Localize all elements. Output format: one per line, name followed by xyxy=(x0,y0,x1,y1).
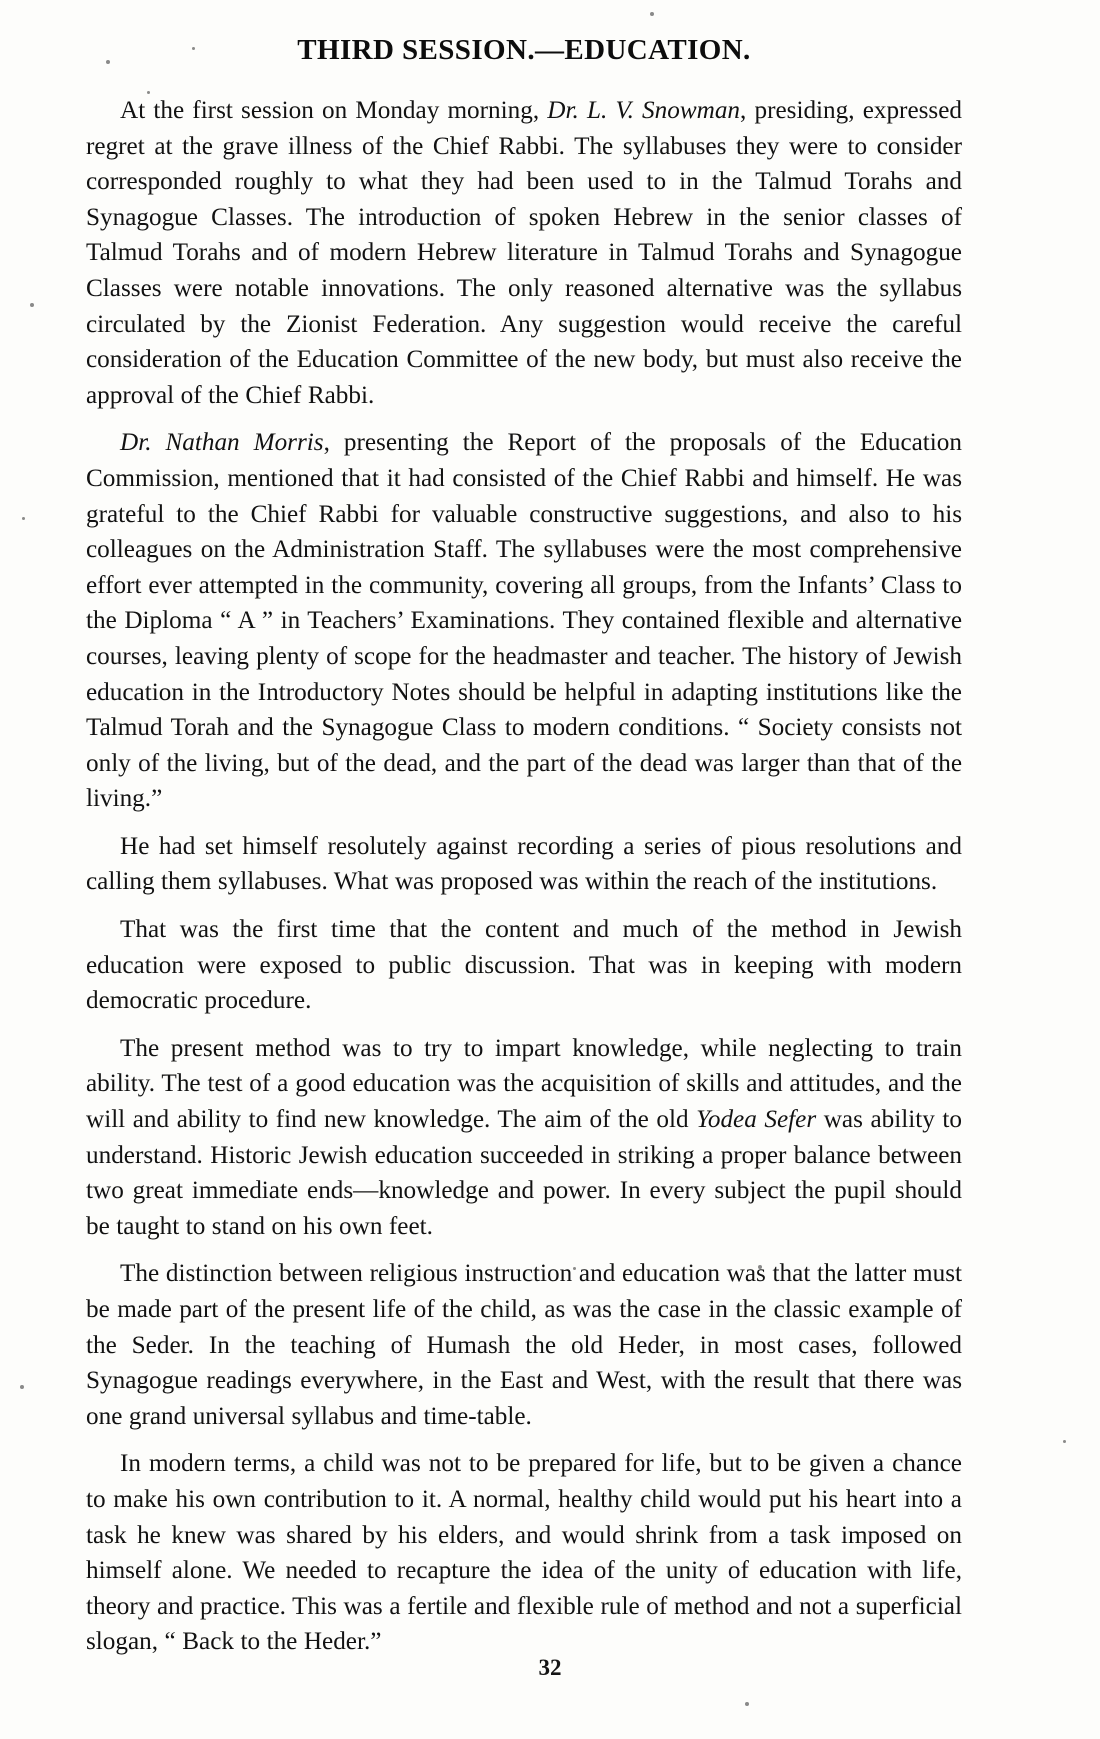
body-paragraph xyxy=(86,1446,962,1660)
body-paragraph xyxy=(86,1031,962,1245)
text-run: That was the first time that the content and much of the method in Jewish education were exposed to public discussion. That was in keeping with modern democratic procedure. xyxy=(86,916,962,1015)
text-run: In modern terms, a child was not to be prepared for life, but to be given a chance to make his own contribution to it. A normal, healthy child would put his heart into a task he knew was shared by his elders, and would shrink from a task imposed on himself alone. We needed to recapture the idea of the unity of education with life, theory and practice. This was a fertile and flexible rule of method and not a superficial slogan, “ Back to the Heder.” xyxy=(86,1450,962,1656)
italic-phrase: Yodea Sefer xyxy=(696,1106,817,1134)
scan-speck xyxy=(650,12,654,16)
text-run: He had set himself resolutely against recording a series of pious resolutions and calling them syllabuses. What was proposed was within the reach of the institutions. xyxy=(86,832,962,896)
scan-speck xyxy=(20,1385,24,1389)
scan-speck xyxy=(22,517,25,520)
italic-phrase: Dr. Nathan Morris xyxy=(120,429,324,457)
scan-speck xyxy=(745,1702,749,1706)
page-content xyxy=(86,34,962,1660)
text-run: , presenting the Report of the proposals of the Education Commission, mentioned that it had consisted of the Chief Rabbi and himself. He was grateful to the Chief Rabbi for valuable constructive suggestions, and also to his colleagues on the Administration Staff. The syllabuses were the most comprehensive effort ever attempted in the community, covering all groups, from the Infants’ Class to the Diploma “ A ” in Teachers’ Examinations. They contained flexible and alternative courses, leaving plenty of scope for the headmaster and teacher. The history of Jewish education in the Introductory Notes should be helpful in adapting institutions like the Talmud Torah and the Synagogue Class to modern conditions. “ Society consists not only of the living, but of the dead, and the part of the dead was larger than that of the living.” xyxy=(86,429,962,813)
body-paragraph xyxy=(86,912,962,1019)
italic-phrase: Dr. L. V. Snowman xyxy=(547,97,741,124)
scan-speck xyxy=(30,303,34,307)
text-run: , presiding, expressed regret at the grave illness of the Chief Rabbi. The syllabuses they were to consider corresponded roughly to what they had been used to in the Talmud Torahs and Synagogue Classes. The introduction of spoken Hebrew in the senior classes of Talmud Torahs and of modern Hebrew literature in Talmud Torahs and Synagogue Classes were notable innovations. The only reasoned alternative was the syllabus circulated by the Zionist Federation. Any suggestion would receive the careful consideration of the Education Committee of the new body, but must also receive the approval of the Chief Rabbi. xyxy=(86,97,963,409)
body-paragraph xyxy=(86,93,962,413)
page-title: THIRD SESSION.—EDUCATION. xyxy=(297,34,751,66)
scan-speck xyxy=(1063,1440,1066,1443)
body-paragraph xyxy=(86,425,962,817)
body-paragraph xyxy=(86,829,962,900)
text-run: The distinction between religious instruction and education was that the latter must be made part of the present life of the child, as was the case in the classic example of the Seder. In the teaching of Humash the old Heder, in most cases, followed Synagogue readings everywhere, in the East and West, with the result that there was one grand universal syllabus and time-table. xyxy=(86,1260,962,1430)
text-run: At the first session on Monday morning, xyxy=(120,97,548,124)
body-paragraph xyxy=(86,1256,962,1434)
page-number: 32 xyxy=(538,1655,562,1680)
text-run: was ability to understand. Historic Jewish education succeeded in striking a proper balance between two great immediate ends—knowledge and power. In every subject the pupil should be taught to stand on his own feet. xyxy=(86,1106,962,1240)
text-run: The present method was to try to impart knowledge, while neglecting to train ability. The test of a good education was the acquisition of skills and attitudes, and the will and ability to find new knowledge. The aim of the old xyxy=(86,1034,962,1134)
